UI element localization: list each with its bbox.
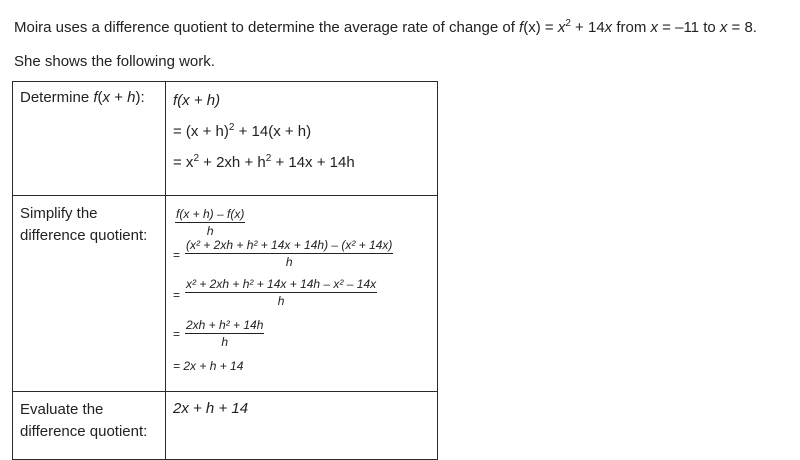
label-text: Determine [20,89,94,106]
label-line: difference quotient: [20,227,148,244]
variable-x: x [719,19,728,36]
label-cell [13,82,166,196]
fraction-4 [185,318,264,349]
result: = 2x + h + 14 [173,359,244,373]
work-table [12,81,438,460]
exponent: 2 [565,18,571,29]
exponent: 2 [193,153,199,164]
denominator: h [277,294,285,308]
line2-part: + 14(x + h) [234,123,312,140]
fraction-3 [185,277,377,308]
table-row-evaluate [13,392,438,460]
expansion-line-1: f(x + h) [173,92,221,109]
numerator: 2xh + h² + 14h [186,318,264,332]
label-h: h [127,89,136,106]
function-arg: (x) [523,19,541,36]
numerator: f(x + h) – f(x) [176,207,245,221]
denominator: h [221,335,229,349]
table-row-simplify [13,196,438,392]
label-f: f [93,89,98,106]
expansion-line-2 [173,123,311,140]
variable-x: x [650,19,659,36]
label-x: x [102,89,111,106]
label-line: Simplify the [20,205,98,222]
variable-x: x [604,19,613,36]
exponent: 2 [228,122,235,133]
label-plus: + [110,89,128,106]
fraction-2 [185,238,393,269]
value-cell [166,392,438,460]
label-cell [13,392,166,460]
question-intro: Moira uses a difference quotient to determine the average rate of change of [14,19,520,36]
label-close: ): [135,89,145,106]
table-row-determine [13,82,438,196]
term-14: + 14 [570,19,605,36]
label-line: Evaluate the [20,401,104,418]
label-paren: ( [97,89,103,106]
denominator: h [206,224,214,238]
from-word: from [612,19,651,36]
question-text [14,19,757,36]
numerator: x² + 2xh + h² + 14x + 14h – x² – 14x [186,277,377,291]
fraction-1 [175,207,245,238]
label-line: difference quotient: [20,423,148,440]
line3-part: + 14x + 14h [271,154,355,171]
label-cell [13,196,166,392]
interval-end: = 8. [727,19,757,36]
subtext: She shows the following work. [14,53,215,70]
function-name: f [519,19,524,36]
interval-start: = –11 to [658,19,720,36]
line3-part: = x [173,154,194,171]
expansion-line-3 [173,154,355,171]
line2-part: = (x + h) [173,123,229,140]
numerator: (x² + 2xh + h² + 14x + 14h) – (x² + 14x) [186,238,393,252]
denominator: h [285,255,293,269]
variable-x: x [557,19,566,36]
equals: = [173,327,181,341]
exponent: 2 [265,153,272,164]
value-cell [166,196,438,392]
equals: = [173,288,181,302]
value-cell [166,82,438,196]
evaluated-value: 2x + h + 14 [173,400,249,417]
line3-part: + 2xh + h [199,154,266,171]
equals: = [173,248,181,262]
equals: = [540,19,558,36]
